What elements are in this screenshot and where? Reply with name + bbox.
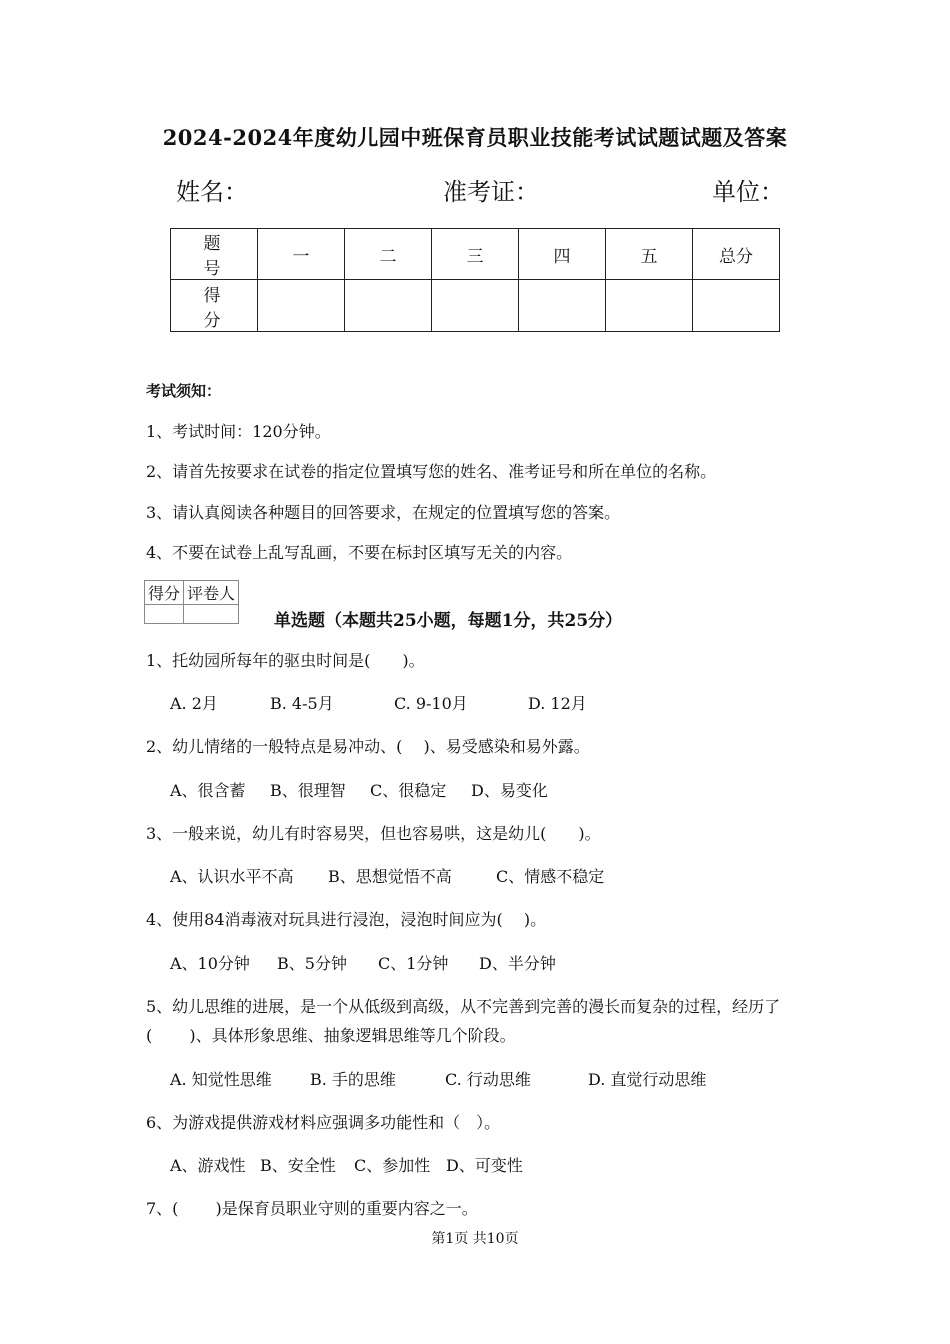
option[interactable]: D. 直觉行动思维 — [588, 1070, 707, 1089]
option[interactable]: A. 2月 — [170, 694, 218, 713]
name-field-label: 姓名： — [176, 178, 248, 206]
option[interactable]: C、参加性 — [354, 1156, 431, 1175]
option[interactable]: C、1分钟 — [378, 954, 449, 973]
score-cell[interactable] — [345, 280, 432, 332]
unit-field-label: 单位： — [712, 178, 784, 206]
score-table-header-cell: 题 号 — [171, 229, 258, 280]
grader-table — [144, 580, 239, 624]
question-stem: 3、一般来说，幼儿有时容易哭，但也容易哄，这是幼儿( )。 — [146, 824, 601, 843]
question-stem: 6、为游戏提供游戏材料应强调多功能性和（ ）。 — [146, 1113, 501, 1132]
option[interactable]: D、易变化 — [471, 781, 548, 800]
notice-item: 3、请认真阅读各种题目的回答要求，在规定的位置填写您的答案。 — [146, 503, 621, 522]
question-stem-continued: ( )、具体形象思维、抽象逻辑思维等几个阶段。 — [146, 1026, 516, 1045]
section-title: 单选题（本题共25小题，每题1分，共25分） — [274, 611, 623, 631]
option[interactable]: A. 知觉性思维 — [170, 1070, 272, 1089]
question-stem: 2、幼儿情绪的一般特点是易冲动、( )、易受感染和易外露。 — [146, 737, 590, 756]
option[interactable]: D、半分钟 — [479, 954, 556, 973]
page-title: 2024-2024年度幼儿园中班保育员职业技能考试试题试题及答案 — [162, 125, 788, 150]
score-table-header-row — [171, 229, 780, 280]
option[interactable]: C. 9-10月 — [394, 694, 468, 713]
notice-item: 1、考试时间：120分钟。 — [146, 422, 331, 441]
notice-item: 2、请首先按要求在试卷的指定位置填写您的姓名、准考证号和所在单位的名称。 — [146, 462, 717, 481]
exam-id-field-label: 准考证： — [443, 178, 539, 206]
grader-name-cell[interactable] — [184, 605, 239, 624]
option[interactable]: B、很理智 — [270, 781, 346, 800]
grader-score-cell[interactable] — [145, 605, 184, 624]
option[interactable]: B. 手的思维 — [310, 1070, 396, 1089]
question-stem: 5、幼儿思维的进展，是一个从低级到高级，从不完善到完善的漫长而复杂的过程，经历了 — [146, 997, 781, 1016]
option[interactable]: C、情感不稳定 — [496, 867, 605, 886]
score-cell[interactable] — [693, 280, 780, 332]
score-cell[interactable] — [606, 280, 693, 332]
score-table-header-cell: 一 — [258, 229, 345, 280]
grader-table-input-row — [145, 605, 239, 624]
option[interactable]: A、认识水平不高 — [170, 867, 294, 886]
grader-table-header-row — [145, 581, 239, 605]
option[interactable]: A、10分钟 — [170, 954, 250, 973]
notice-heading: 考试须知： — [146, 382, 222, 400]
option[interactable]: A、游戏性 — [170, 1156, 246, 1175]
score-table-header-cell: 总分 — [693, 229, 780, 280]
option[interactable]: C. 行动思维 — [445, 1070, 531, 1089]
page-footer: 第1页 共10页 — [431, 1231, 519, 1247]
question-stem: 1、托幼园所每年的驱虫时间是( )。 — [146, 651, 425, 670]
score-cell[interactable] — [432, 280, 519, 332]
score-table-header-cell: 四 — [519, 229, 606, 280]
option[interactable]: D. 12月 — [528, 694, 587, 713]
score-table-header-cell: 二 — [345, 229, 432, 280]
score-table-header-cell: 五 — [606, 229, 693, 280]
option[interactable]: A、很含蓄 — [170, 781, 246, 800]
grader-label: 评卷人 — [184, 581, 239, 605]
option[interactable]: B、安全性 — [260, 1156, 336, 1175]
score-table-header-cell: 三 — [432, 229, 519, 280]
question-stem: 4、使用84消毒液对玩具进行浸泡，浸泡时间应为( )。 — [146, 910, 547, 929]
option[interactable]: B、5分钟 — [277, 954, 347, 973]
notice-item: 4、不要在试卷上乱写乱画，不要在标封区填写无关的内容。 — [146, 543, 573, 562]
grader-score-label: 得分 — [145, 581, 184, 605]
score-table-row-label: 得 分 — [171, 280, 258, 332]
question-stem: 7、( )是保育员职业守则的重要内容之一。 — [146, 1199, 478, 1218]
score-cell[interactable] — [519, 280, 606, 332]
score-table — [170, 228, 780, 332]
score-table-score-row — [171, 280, 780, 332]
option[interactable]: B. 4-5月 — [270, 694, 334, 713]
option[interactable]: C、很稳定 — [370, 781, 447, 800]
option[interactable]: B、思想觉悟不高 — [328, 867, 452, 886]
option[interactable]: D、可变性 — [446, 1156, 523, 1175]
